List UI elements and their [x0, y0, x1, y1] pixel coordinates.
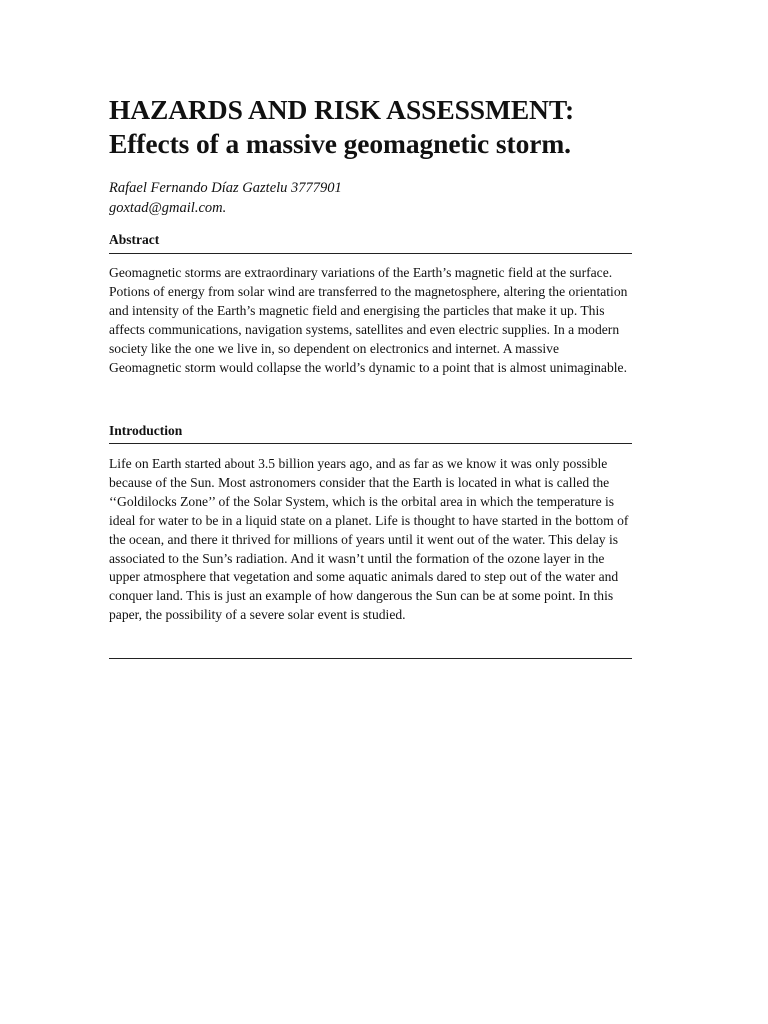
paper-title: [109, 93, 649, 161]
introduction-line: the ocean, and there it thrived for millions of years until it went out of the water. This delay is: [109, 531, 619, 547]
abstract-line: Potions of energy from solar wind are transferred to the magnetosphere, altering the orientation: [109, 283, 628, 299]
introduction-line: ideal for water to be in a liquid state on a planet. Life is thought to have started in the bottom of: [109, 512, 629, 528]
introduction-text: [109, 455, 632, 625]
introduction-divider: [109, 443, 632, 444]
author-name: Rafael Fernando Díaz Gaztelu 3777901: [109, 180, 342, 196]
abstract-divider: [109, 253, 632, 254]
abstract-line: society like the one we live in, so dependent on electronics and internet. A massive: [109, 340, 559, 356]
abstract-line: Geomagnetic storm would collapse the world’s dynamic to a point that is almost unimaginable.: [109, 359, 627, 375]
abstract-text: [109, 264, 632, 377]
paper-title-line-1: HAZARDS AND RISK ASSESSMENT:: [109, 94, 575, 125]
abstract-line: Geomagnetic storms are extraordinary variations of the Earth’s magnetic field at the surface.: [109, 265, 613, 280]
section-end-divider: [109, 658, 632, 659]
author-block: [109, 178, 342, 218]
introduction-line: because of the Sun. Most astronomers consider that the Earth is located in what is called the: [109, 474, 610, 490]
abstract-line: and intensity of the Earth’s magnetic field and energising the particles that make it up. This: [109, 302, 605, 318]
introduction-line: paper, the possibility of a severe solar event is studied.: [109, 607, 406, 623]
author-email: goxtad@gmail.com.: [109, 200, 227, 216]
abstract-heading: Abstract: [109, 232, 160, 247]
abstract-line: affects communications, navigation systems, satellites and even electric supplies. In a modern: [109, 321, 620, 337]
paper-title-line-2: Effects of a massive geomagnetic storm.: [109, 128, 571, 159]
introduction-line: upper atmosphere that vegetation and some aquatic animals dared to step out of the water and: [109, 569, 619, 585]
introduction-heading: Introduction: [109, 423, 183, 438]
introduction-line: conquer land. This is just an example of how dangerous the Sun can be at some point. In this: [109, 588, 614, 604]
introduction-line: ‘‘Goldilocks Zone’’ of the Solar System, which is the orbital area in which the temperature is: [109, 493, 615, 509]
introduction-line: associated to the Sun’s radiation. And it wasn’t until the formation of the ozone layer in the: [109, 550, 605, 566]
introduction-line: Life on Earth started about 3.5 billion years ago, and as far as we know it was only possible: [109, 456, 608, 471]
